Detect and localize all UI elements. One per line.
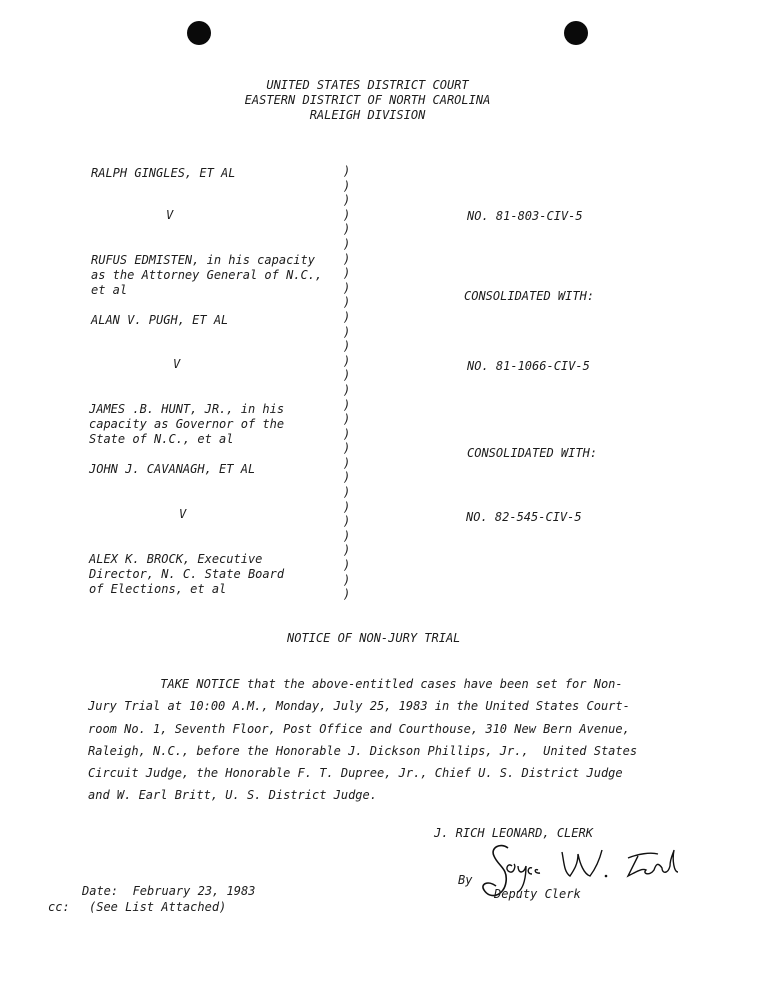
caption-paren: )	[343, 324, 351, 339]
case3-versus: V	[179, 507, 187, 521]
case1-versus: V	[166, 208, 174, 222]
consolidated-label-2: CONSOLIDATED WITH:	[467, 446, 598, 460]
case1-defendant-line3: et al	[91, 283, 128, 297]
punch-hole-left	[187, 21, 211, 45]
case3-defendant-line1: ALEX K. BROCK, Executive	[89, 552, 263, 566]
case2-defendant-line1: JAMES .B. HUNT, JR., in his	[89, 402, 285, 416]
caption-paren: )	[343, 339, 351, 354]
notice-body-line3: room No. 1, Seventh Floor, Post Office and Courthouse, 310 New Bern Avenue,	[88, 722, 630, 736]
by-label: By	[458, 873, 473, 887]
caption-paren: )	[343, 572, 351, 587]
caption-paren: )	[343, 164, 351, 178]
case1-defendant-line2: as the Attorney General of N.C.,	[91, 268, 323, 282]
caption-divider	[343, 164, 350, 602]
case1-defendant-line1: RUFUS EDMISTEN, in his capacity	[91, 253, 315, 267]
caption-paren: )	[343, 528, 351, 543]
case3-defendant-line3: of Elections, et al	[89, 582, 227, 596]
caption-paren: )	[343, 558, 351, 573]
caption-paren: )	[343, 382, 351, 397]
caption-paren: )	[343, 236, 351, 251]
court-division: RALEIGH DIVISION	[309, 108, 426, 122]
caption-paren: )	[343, 543, 351, 558]
caption-paren: )	[343, 193, 351, 208]
caption-paren: )	[343, 397, 351, 412]
court-district: EASTERN DISTRICT OF NORTH CAROLINA	[244, 93, 491, 107]
notice-title: NOTICE OF NON-JURY TRIAL	[287, 631, 461, 645]
consolidated-label-1: CONSOLIDATED WITH:	[464, 289, 595, 303]
case3-plaintiff: JOHN J. CAVANAGH, ET AL	[89, 462, 256, 476]
case-number-3: NO. 82-545-CIV-5	[466, 510, 582, 524]
caption-paren: )	[343, 587, 351, 602]
notice-body-line5: Circuit Judge, the Honorable F. T. Dupree, Jr., Chief U. S. District Judge	[88, 766, 623, 780]
notice-body-line1: TAKE NOTICE that the above-entitled cases have been set for Non-	[88, 677, 623, 691]
case-number-1: NO. 81-803-CIV-5	[467, 209, 583, 223]
case2-versus: V	[173, 357, 181, 371]
cc-label: cc:	[48, 900, 70, 914]
caption-paren: )	[343, 514, 351, 529]
case2-defendant-line3: State of N.C., et al	[89, 432, 234, 446]
caption-paren: )	[343, 499, 351, 514]
notice-body-line2: Jury Trial at 10:00 A.M., Monday, July 25, 1983 in the United States Court-	[88, 699, 630, 713]
caption-paren: )	[343, 222, 351, 237]
case1-plaintiff: RALPH GINGLES, ET AL	[91, 166, 236, 180]
caption-paren: )	[343, 455, 351, 470]
caption-paren: )	[343, 309, 351, 324]
caption-paren: )	[343, 266, 351, 281]
cc-text: (See List Attached)	[89, 900, 227, 914]
caption-paren: )	[343, 251, 351, 266]
court-name: UNITED STATES DISTRICT COURT	[266, 78, 469, 92]
date-line: Date: February 23, 1983	[82, 884, 256, 898]
case2-defendant-line2: capacity as Governor of the	[89, 417, 285, 431]
case3-defendant-line2: Director, N. C. State Board	[89, 567, 285, 581]
case-number-2: NO. 81-1066-CIV-5	[467, 359, 590, 373]
caption-paren: )	[343, 426, 351, 441]
caption-paren: )	[343, 368, 351, 383]
caption-paren: )	[343, 178, 351, 193]
caption-paren: )	[343, 412, 351, 427]
deputy-clerk-label: Deputy Clerk	[494, 887, 581, 901]
case2-plaintiff: ALAN V. PUGH, ET AL	[91, 313, 229, 327]
clerk-name: J. RICH LEONARD, CLERK	[434, 826, 593, 840]
caption-paren: )	[343, 207, 351, 222]
punch-hole-right	[564, 21, 588, 45]
caption-paren: )	[343, 280, 351, 295]
caption-paren: )	[343, 470, 351, 485]
caption-paren: )	[343, 295, 351, 310]
notice-body-line4: Raleigh, N.C., before the Honorable J. Dickson Phillips, Jr., United States	[88, 744, 638, 758]
caption-paren: )	[343, 485, 351, 500]
caption-paren: )	[343, 353, 351, 368]
caption-paren: )	[343, 441, 351, 456]
notice-body-line6: and W. Earl Britt, U. S. District Judge.	[88, 788, 377, 802]
